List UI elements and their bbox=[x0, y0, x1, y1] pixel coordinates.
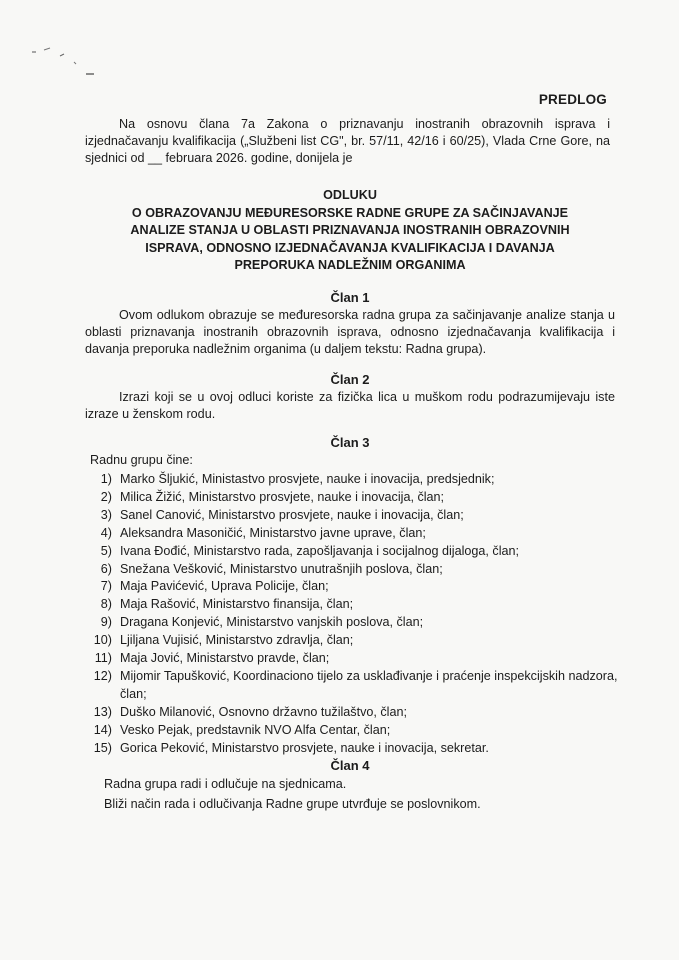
title-line-5: PREPORUKA NADLEŽNIM ORGANIMA bbox=[234, 258, 466, 272]
article-4-line-2: Bliži način rada i odlučivanja Radne grupe utvrđuje se poslovnikom. bbox=[104, 797, 481, 811]
title-line-1: ODLUKU bbox=[323, 188, 377, 202]
preamble-paragraph bbox=[85, 116, 610, 167]
article-1-paragraph bbox=[85, 307, 615, 358]
article-2-paragraph bbox=[85, 389, 615, 423]
article-4-line-1: Radna grupa radi i odlučuje na sjednicama. bbox=[104, 777, 347, 791]
article-1-text: Ovom odlukom obrazuje se međuresorska radna grupa za sačinjavanje analize stanja u oblasti priznavanja inostranih obrazovnih isprava, odnosno izjednačavanja kvalifikacija i davanja preporuka nadležnim organima (u daljem tekstu: Radna grupa). bbox=[85, 308, 615, 356]
article-2-text: Izrazi koji se u ovoj odluci koriste za fizička lica u muškom rodu podrazumijevaju iste izraze u ženskom rodu. bbox=[85, 390, 615, 421]
member-list bbox=[90, 471, 620, 758]
title-line-2: O OBRAZOVANJU MEĐURESORSKE RADNE GRUPE ZA SAČINJAVANJE bbox=[131, 205, 569, 220]
preamble-text: Na osnovu člana 7a Zakona o priznavanju inostranih obrazovnih isprava i izjednačavanju kvalifikacija („Službeni list CG", br. 57/11, 42/16 i 60/25), Vlada Crne Gore, na sjednici od __ februara 2026. godine, donijela je bbox=[85, 117, 610, 165]
list-item: 15) Gorica Peković, Ministarstvo prosvjete, nauke i inovacija, sekretar. bbox=[93, 740, 489, 755]
article-1-heading: Član 1 bbox=[330, 290, 370, 305]
list-item: 13) Duško Milanović, Osnovno državno tužilaštvo, član; bbox=[93, 704, 407, 719]
list-item: 7) Maja Pavićević, Uprava Policije, član; bbox=[100, 579, 329, 594]
list-item: 6) Snežana Vešković, Ministarstvo unutrašnjih poslova, član; bbox=[100, 561, 443, 576]
proposal-label: PREDLOG bbox=[538, 92, 607, 107]
list-item: 11) Maja Jović, Ministarstvo pravde, član; bbox=[94, 651, 330, 666]
title-line-4: ISPRAVA, ODNOSNO IZJEDNAČAVANJA KVALIFIKACIJA I DAVANJA bbox=[145, 240, 555, 255]
list-item: 1) Marko Šljukić, Ministastvo prosvjete, nauke i inovacija, predsjednik; bbox=[100, 472, 495, 486]
article-3-heading: Član 3 bbox=[330, 435, 370, 450]
list-item: 4) Aleksandra Masoničić, Ministarstvo javne uprave, član; bbox=[100, 525, 426, 540]
list-item: 5) Ivana Đođić, Ministarstvo rada, zapošljavanja i socijalnog dijaloga, član; bbox=[100, 543, 520, 558]
list-item: 8) Maja Rašović, Ministarstvo finansija, član; bbox=[100, 597, 354, 612]
decision-title bbox=[80, 187, 620, 275]
list-item: 10) Ljiljana Vujisić, Ministarstvo zdravlja, član; bbox=[93, 633, 354, 648]
article-2-heading: Član 2 bbox=[330, 372, 370, 387]
scan-artifact-marks bbox=[30, 42, 110, 82]
list-item: 14) Vesko Pejak, predstavnik NVO Alfa Centar, član; bbox=[93, 722, 391, 737]
list-item: 9) Dragana Konjević, Ministarstvo vanjskih poslova, član; bbox=[100, 615, 424, 630]
list-item: 12) Mijomir Tapušković, Koordinaciono tijelo za usklađivanje i praćenje inspekcijskih nadzora, član; bbox=[93, 668, 618, 701]
article-4-heading: Član 4 bbox=[330, 758, 370, 773]
list-item: 3) Sanel Canović, Ministarstvo prosvjete, nauke i inovacija, član; bbox=[100, 507, 464, 522]
list-item: 2) Milica Žižić, Ministarstvo prosvjete, nauke i inovacija, član; bbox=[100, 489, 445, 504]
title-line-3: ANALIZE STANJA U OBLASTI PRIZNAVANJA INOSTRANIH OBRAZOVNIH bbox=[130, 223, 570, 237]
article-3-lead: Radnu grupu čine: bbox=[90, 453, 193, 467]
